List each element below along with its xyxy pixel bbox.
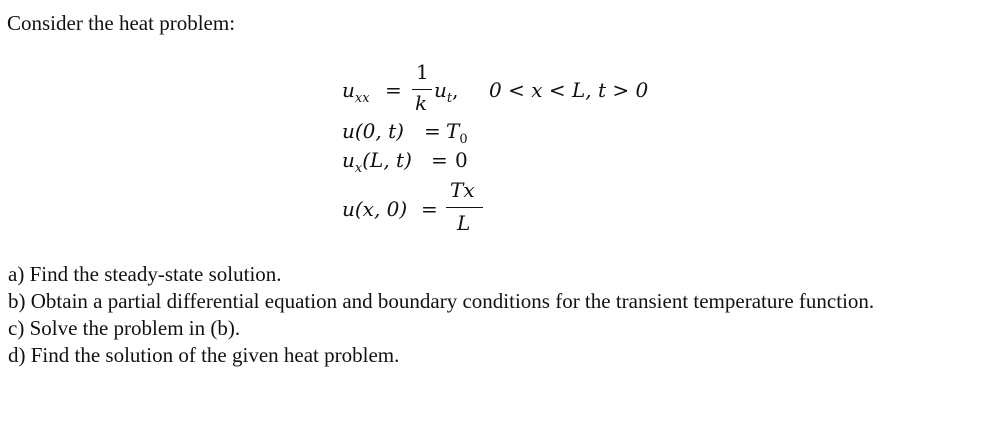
bc2-rhs: 0 xyxy=(455,148,468,172)
bc1-equals: = xyxy=(424,119,441,143)
pde-equals: = xyxy=(385,78,402,102)
question-parts-list xyxy=(8,261,874,369)
ic-fraction-bar xyxy=(446,207,483,208)
ic-frac-denominator: L xyxy=(457,211,471,235)
question-part-a: a) Find the steady-state solution. xyxy=(8,262,282,286)
ic-frac-numerator: Tx xyxy=(450,178,475,202)
question-part-d: d) Find the solution of the given heat problem. xyxy=(8,343,400,367)
question-part-c: c) Solve the problem in (b). xyxy=(8,316,241,340)
pde-lhs: $u_{xx}$ xyxy=(342,78,370,106)
question-part-b: b) Obtain a partial differential equation and boundary conditions for the transient temperature function. xyxy=(8,289,875,313)
ic-lhs: u(x, 0) xyxy=(342,197,408,221)
pde-frac-denominator: k xyxy=(415,91,428,115)
bc1-rhs: $T_0$ xyxy=(446,119,468,147)
pde-rhs: $u_t$, xyxy=(434,78,459,106)
bc2-equals: = xyxy=(431,148,448,172)
bc1-lhs: u(0, t) xyxy=(342,119,404,143)
ic-equals: = xyxy=(421,197,438,221)
pde-fraction-bar xyxy=(412,89,432,90)
intro-text: Consider the heat problem: xyxy=(7,11,236,35)
pde-frac-numerator: 1 xyxy=(416,60,429,84)
pde-domain: 0 < x < L, t > 0 xyxy=(489,78,649,102)
bc2-lhs: $u_x(L$, t) xyxy=(342,148,412,176)
